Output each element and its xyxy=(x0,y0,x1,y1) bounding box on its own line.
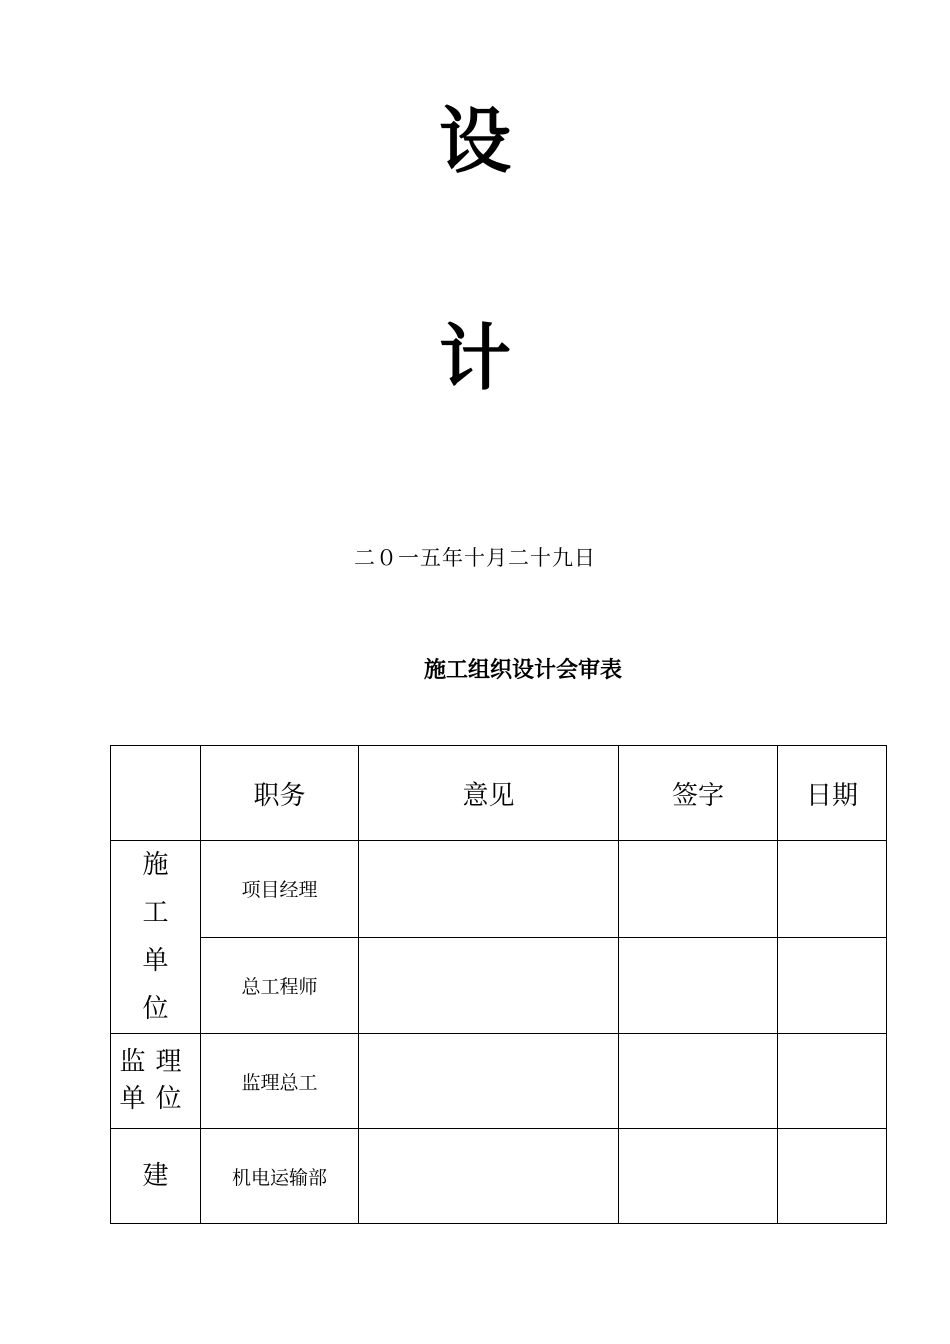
position-cell: 监理总工 xyxy=(201,1034,359,1129)
cover-title-char-2: 计 xyxy=(438,315,511,400)
position-cell: 总工程师 xyxy=(201,937,359,1034)
table-title: 施工组织设计会审表 xyxy=(423,658,622,683)
signature-cell[interactable] xyxy=(619,1034,778,1129)
date-cell[interactable] xyxy=(778,841,887,938)
opinion-cell[interactable] xyxy=(359,1129,619,1224)
unit-line: 监理 xyxy=(119,1046,192,1077)
cover-title-char-1: 设 xyxy=(438,98,511,183)
opinion-cell[interactable] xyxy=(359,937,619,1034)
header-cell-signature: 签字 xyxy=(619,746,778,841)
table-row xyxy=(111,1129,887,1224)
unit-cell-supervision xyxy=(111,1034,201,1129)
unit-line: 单位 xyxy=(119,1084,192,1115)
signature-cell[interactable] xyxy=(619,1129,778,1224)
table-row xyxy=(111,937,887,1034)
signature-cell[interactable] xyxy=(619,937,778,1034)
date-cell[interactable] xyxy=(778,1129,887,1224)
unit-cell-construction xyxy=(111,841,201,1034)
table-row xyxy=(111,1034,887,1129)
unit-char: 位 xyxy=(142,994,169,1025)
signature-cell[interactable] xyxy=(619,841,778,938)
header-cell-unit xyxy=(111,746,201,841)
cover-date: 二０一五年十月二十九日 xyxy=(354,546,596,570)
date-cell[interactable] xyxy=(778,1034,887,1129)
header-cell-date: 日期 xyxy=(778,746,887,841)
header-cell-opinion: 意见 xyxy=(359,746,619,841)
date-cell[interactable] xyxy=(778,937,887,1034)
table-row xyxy=(111,841,887,938)
table-header-row xyxy=(111,746,887,841)
position-cell: 项目经理 xyxy=(201,841,359,938)
unit-char: 单 xyxy=(142,946,169,977)
unit-char: 施 xyxy=(142,850,169,880)
unit-char: 工 xyxy=(142,898,169,929)
opinion-cell[interactable] xyxy=(359,1034,619,1129)
position-cell: 机电运输部 xyxy=(201,1129,359,1224)
review-table xyxy=(110,745,887,1224)
unit-cell-builder: 建 xyxy=(111,1129,201,1224)
header-cell-position: 职务 xyxy=(201,746,359,841)
opinion-cell[interactable] xyxy=(359,841,619,938)
